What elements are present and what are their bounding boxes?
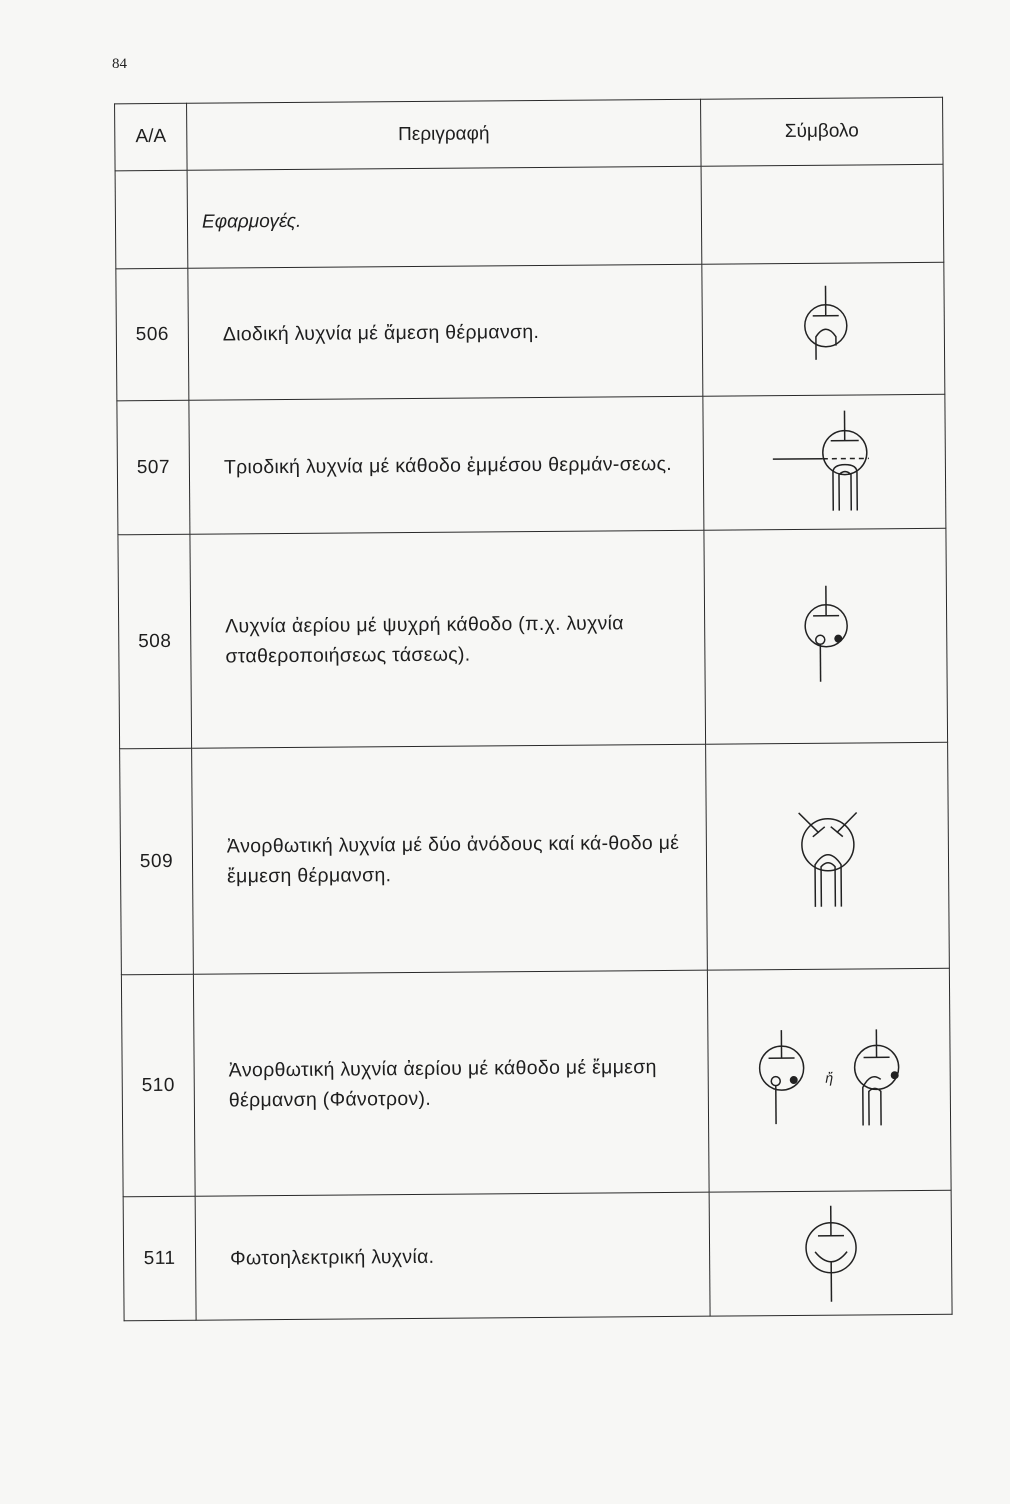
- row-symbol: [704, 528, 948, 744]
- table-header-row: [115, 97, 944, 171]
- table-row: [117, 394, 946, 534]
- symbol-pair: [745, 1025, 914, 1130]
- row-description: Τριοδική λυχνία μέ κάθοδο ἐμμέσου θερμάν-σεως.: [189, 396, 704, 534]
- row-number: 506: [116, 268, 189, 401]
- diode-tube-direct-heating-icon: [783, 279, 864, 380]
- row-symbol: [709, 1190, 952, 1316]
- row-symbol: [702, 262, 945, 396]
- row-description: Λυχνία ἀερίου μέ ψυχρή κάθοδο (π.χ. λυχνία σταθεροποιήσεως τάσεως).: [190, 530, 706, 748]
- table-row: [123, 1190, 952, 1320]
- row-number: 510: [121, 974, 195, 1197]
- symbol-table: [114, 97, 953, 1321]
- row-description: Ἀνορθωτική λυχνία μέ δύο ἀνόδους καί κά-θοδο μέ ἔμμεση θέρμανση.: [192, 744, 708, 974]
- section-title: Εφαρμογές.: [187, 166, 702, 268]
- row-number: 511: [123, 1196, 196, 1321]
- table-row: [116, 262, 945, 400]
- header-symbol: Σύμβολο: [701, 97, 944, 166]
- row-symbol: [703, 394, 946, 530]
- section-symbol-cell: [701, 164, 944, 264]
- table-row: [118, 528, 948, 748]
- row-number: 509: [120, 748, 194, 975]
- symbol-separator: ἤ: [825, 1070, 833, 1086]
- photoelectric-tube-icon: [790, 1201, 871, 1306]
- table-row: [120, 742, 950, 974]
- gas-tube-cold-cathode-icon: [785, 581, 866, 692]
- row-number: 508: [118, 534, 192, 749]
- header-description: Περιγραφή: [187, 99, 702, 170]
- triode-tube-indirect-heating-icon: [764, 406, 885, 519]
- table-row: [121, 968, 951, 1196]
- row-symbol: [707, 968, 951, 1192]
- row-symbol: [706, 742, 950, 970]
- page-number: 84: [112, 56, 127, 73]
- phanotron-tube-icon: [745, 1026, 822, 1131]
- row-description: Ἀνορθωτική λυχνία ἀερίου μέ κάθοδο μέ ἔμμεση θέρμανση (Φάνοτρον).: [193, 970, 709, 1196]
- double-anode-rectifier-tube-icon: [782, 800, 873, 913]
- section-number-cell: [115, 170, 188, 269]
- row-description: Φωτοηλεκτρική λυχνία.: [195, 1192, 710, 1320]
- row-description: Διοδική λυχνία μέ ἄμεση θέρμανση.: [188, 264, 703, 400]
- header-number: Α/Α: [115, 103, 188, 171]
- row-number: 507: [117, 400, 190, 535]
- phanotron-tube-alt-icon: [837, 1025, 914, 1130]
- section-row: [115, 164, 944, 269]
